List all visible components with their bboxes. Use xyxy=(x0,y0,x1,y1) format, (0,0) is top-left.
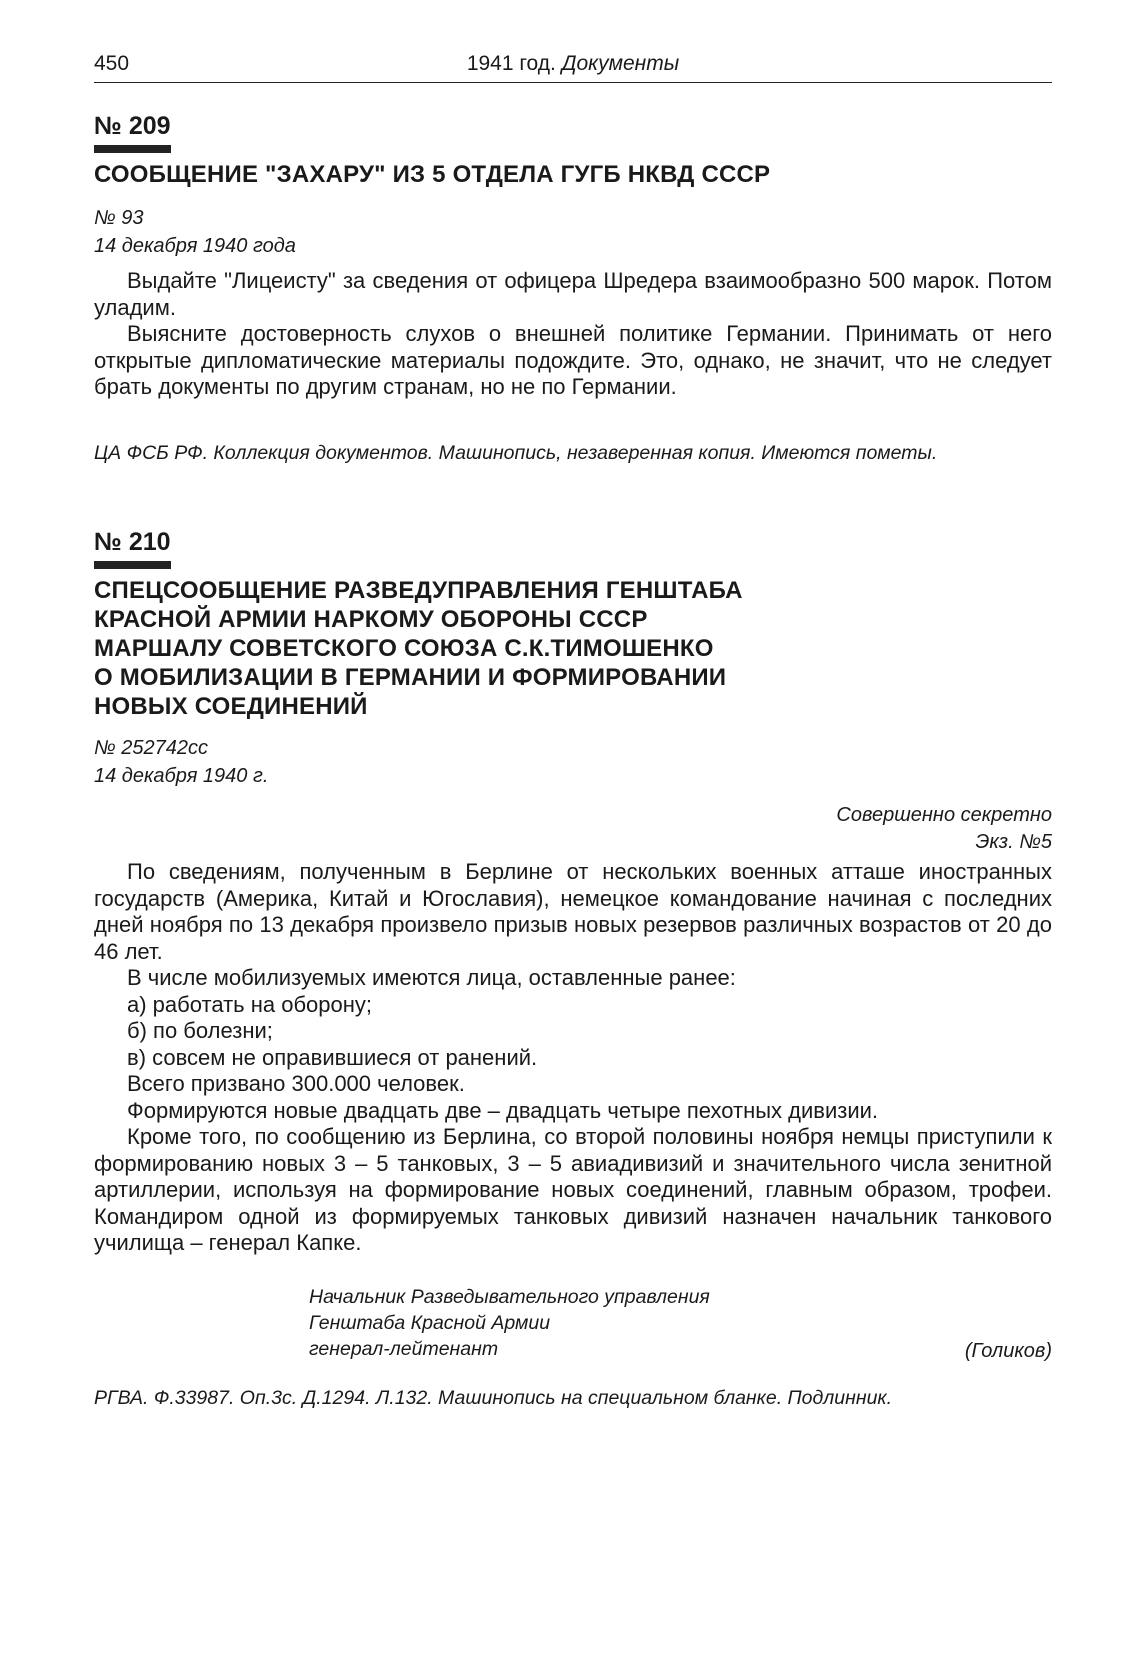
doc-210-reg-number: № 252742сс xyxy=(94,737,208,759)
doc-210-title-line: СПЕЦСООБЩЕНИЕ РАЗВЕДУПРАВЛЕНИЯ ГЕНШТАБА xyxy=(94,577,743,604)
doc-209-body xyxy=(94,268,1052,401)
doc-210-paragraph: Формируются новые двадцать две – двадцать четыре пехотных дивизии. xyxy=(127,1097,879,1123)
doc-209-meta xyxy=(94,204,296,260)
doc-210-list-item: а) работать на оборону; xyxy=(127,991,373,1017)
doc-209-paragraph: Выдайте "Лицеисту" за сведения от офицера Шредера взаимообразно 500 марок. Потом уладим. xyxy=(94,268,1052,320)
doc-210-classification: Совершенно секретно xyxy=(836,804,1052,826)
doc-210-meta xyxy=(94,734,268,790)
doc-209-number: № 209 xyxy=(94,112,171,153)
page-header xyxy=(94,50,1052,83)
doc-210-paragraph: Кроме того, по сообщению из Берлина, со второй половины ноября немцы приступили к формированию новых 3 – 5 танковых, 3 – 5 авиадивизий и значительного числа зенитной артиллерии, используя на формирование новых соединений, главным образом, трофеи. Командиром одной из формируемых танковых дивизий назначен начальник танкового училища – генерал Капке. xyxy=(94,1124,1052,1255)
doc-210-list-item: б) по болезни; xyxy=(127,1018,273,1043)
signature-line: Начальник Разведывательного управления xyxy=(309,1286,710,1308)
doc-210-classification-block xyxy=(836,802,1052,856)
signature-name: (Голиков) xyxy=(964,1340,1052,1362)
page-number: 450 xyxy=(94,52,130,75)
running-title-section: Документы xyxy=(561,52,680,75)
doc-209-paragraph: Выясните достоверность слухов о внешней политике Германии. Принимать от него открытые дипломатические материалы подождите. Это, однако, не значит, что не следует брать документы по другим странам, но не по Германии. xyxy=(94,321,1052,399)
signature-line: генерал-лейтенант xyxy=(309,1338,499,1360)
doc-210-paragraph: По сведениям, полученным в Берлине от нескольких военных атташе иностранных государств (Америка, Китай и Югославия), немецкое командование начиная с последних дней ноября по 13 декабря произвело призыв новых резервов различных возрастов от 20 до 46 лет. xyxy=(94,859,1052,964)
doc-209-reg-number: № 93 xyxy=(94,207,144,229)
doc-210-archive-note: РГВА. Ф.33987. Оп.3с. Д.1294. Л.132. Машинопись на специальном бланке. Подлинник. xyxy=(94,1387,893,1409)
doc-210-paragraph: Всего призвано 300.000 человек. xyxy=(127,1071,465,1096)
doc-210-body xyxy=(94,859,1052,1257)
doc-210-list-item: в) совсем не оправившиеся от ранений. xyxy=(127,1044,538,1070)
doc-210-title-line: КРАСНОЙ АРМИИ НАРКОМУ ОБОРОНЫ СССР xyxy=(94,606,648,633)
running-title-year: 1941 год. xyxy=(466,52,556,75)
doc-210-number: № 210 xyxy=(94,528,171,569)
doc-209-title: СООБЩЕНИЕ "ЗАХАРУ" ИЗ 5 ОТДЕЛА ГУГБ НКВД СССР xyxy=(94,161,771,188)
doc-209-date: 14 декабря 1940 года xyxy=(94,235,296,257)
doc-210-title-line: НОВЫХ СОЕДИНЕНИЙ xyxy=(94,693,368,720)
doc-210-signature xyxy=(309,1284,710,1362)
doc-209-archive-note: ЦА ФСБ РФ. Коллекция документов. Машинопись, незаверенная копия. Имеются пометы. xyxy=(94,442,938,464)
doc-210-title xyxy=(94,576,994,721)
doc-210-title-line: О МОБИЛИЗАЦИИ В ГЕРМАНИИ И ФОРМИРОВАНИИ xyxy=(94,664,727,691)
doc-210-copy-number: Экз. №5 xyxy=(975,831,1052,853)
doc-210-paragraph: В числе мобилизуемых имеются лица, оставленные ранее: xyxy=(127,965,736,990)
doc-210-title-line: МАРШАЛУ СОВЕТСКОГО СОЮЗА С.К.ТИМОШЕНКО xyxy=(94,635,714,662)
signature-line: Генштаба Красной Армии xyxy=(309,1312,551,1334)
doc-210-date: 14 декабря 1940 г. xyxy=(94,765,269,787)
running-title xyxy=(94,52,1052,76)
